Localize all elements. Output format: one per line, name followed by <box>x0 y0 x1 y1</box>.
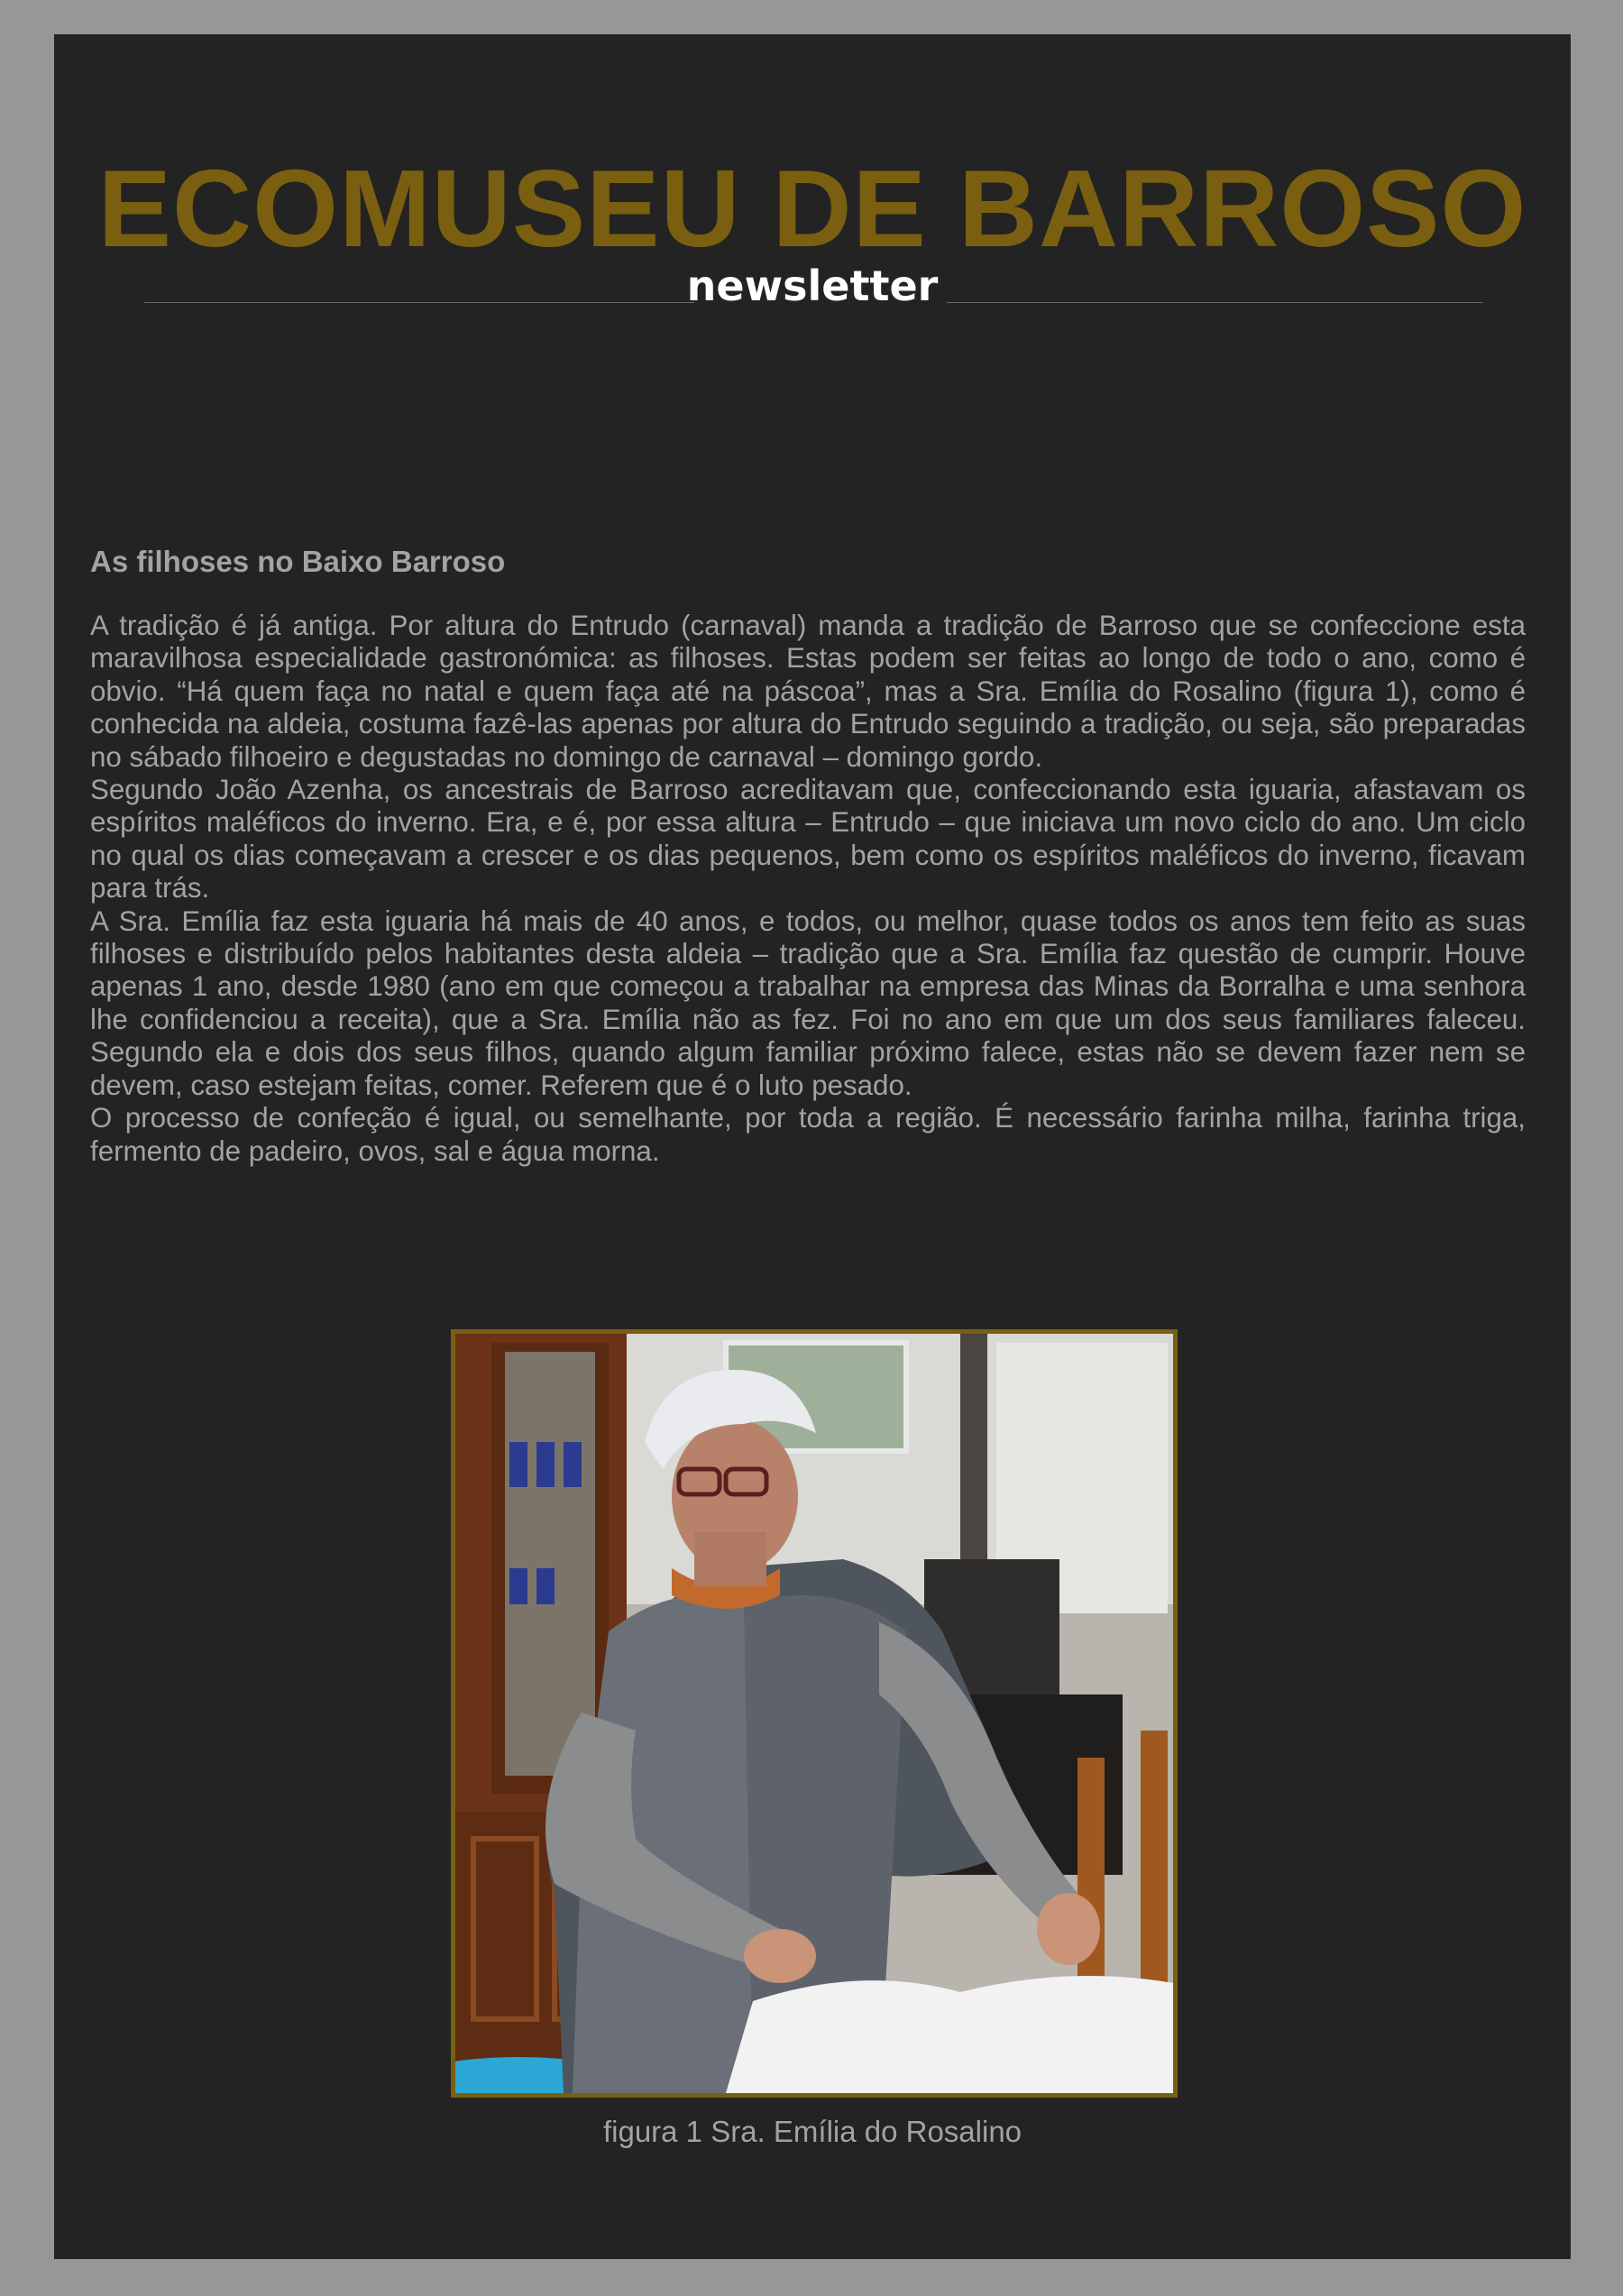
article-body <box>90 610 1526 1168</box>
masthead-subtitle: newsletter <box>686 262 939 310</box>
figure-caption: figura 1 Sra. Emília do Rosalino <box>602 2115 1022 2148</box>
article-paragraph: A Sra. Emília faz esta iguaria há mais de 40 anos, e todos, ou melhor, quase todos os anos tem feito as suas filhoses e distribuído pelos habitantes desta aldeia – tradição que a Sra. Emília faz questão de cumprir. Houve apenas 1 ano, desde 1980 (ano em que começou a trabalhar na empresa das Minas da Borralha e uma senhora lhe confidenciou a receita), que a Sra. Emília não as fez. Foi no ano em que um dos seus familiares faleceu. Segundo ela e dois dos seus filhos, quando algum familiar próximo falece, estas não se devem fazer nem se devem, caso estejam feitas, comer. Referem que é o luto pesado. <box>90 905 1526 1101</box>
newsletter-page <box>54 34 1571 2259</box>
article-paragraph: O processo de confeção é igual, ou semelhante, por toda a região. É necessário farinha milha, farinha triga, fermento de padeiro, ovos, sal e água morna. <box>90 1102 1526 1167</box>
figure-photo <box>451 1329 1178 2098</box>
article-paragraph: A tradição é já antiga. Por altura do Entrudo (carnaval) manda a tradição de Barroso que se confeccione esta maravilhosa especialidade gastronómica: as filhoses. Estas podem ser feitas ao longo de todo o ano, como é obvio. “Há quem faça no natal e quem faça até na páscoa”, mas a Sra. Emília do Rosalino (figura 1), como é conhecida na aldeia, costuma fazê-las apenas por altura do Entrudo seguindo a tradição, ou seja, são preparadas no sábado filhoeiro e degustadas no domingo de carnaval – domingo gordo. <box>90 610 1526 773</box>
masthead-title: ECOMUSEU DE BARROSO <box>97 147 1527 270</box>
article-heading: As filhoses no Baixo Barroso <box>90 545 506 578</box>
article-paragraph: Segundo João Azenha, os ancestrais de Barroso acreditavam que, confeccionando esta iguaria, afastavam os espíritos maléficos do inverno. Era, e é, por essa altura – Entrudo – que iniciava um novo ciclo do ano. Um ciclo no qual os dias começavam a crescer e os dias pequenos, bem como os espíritos maléficos do inverno, ficavam para trás. <box>90 774 1526 905</box>
photo-illustration <box>455 1334 1173 2093</box>
